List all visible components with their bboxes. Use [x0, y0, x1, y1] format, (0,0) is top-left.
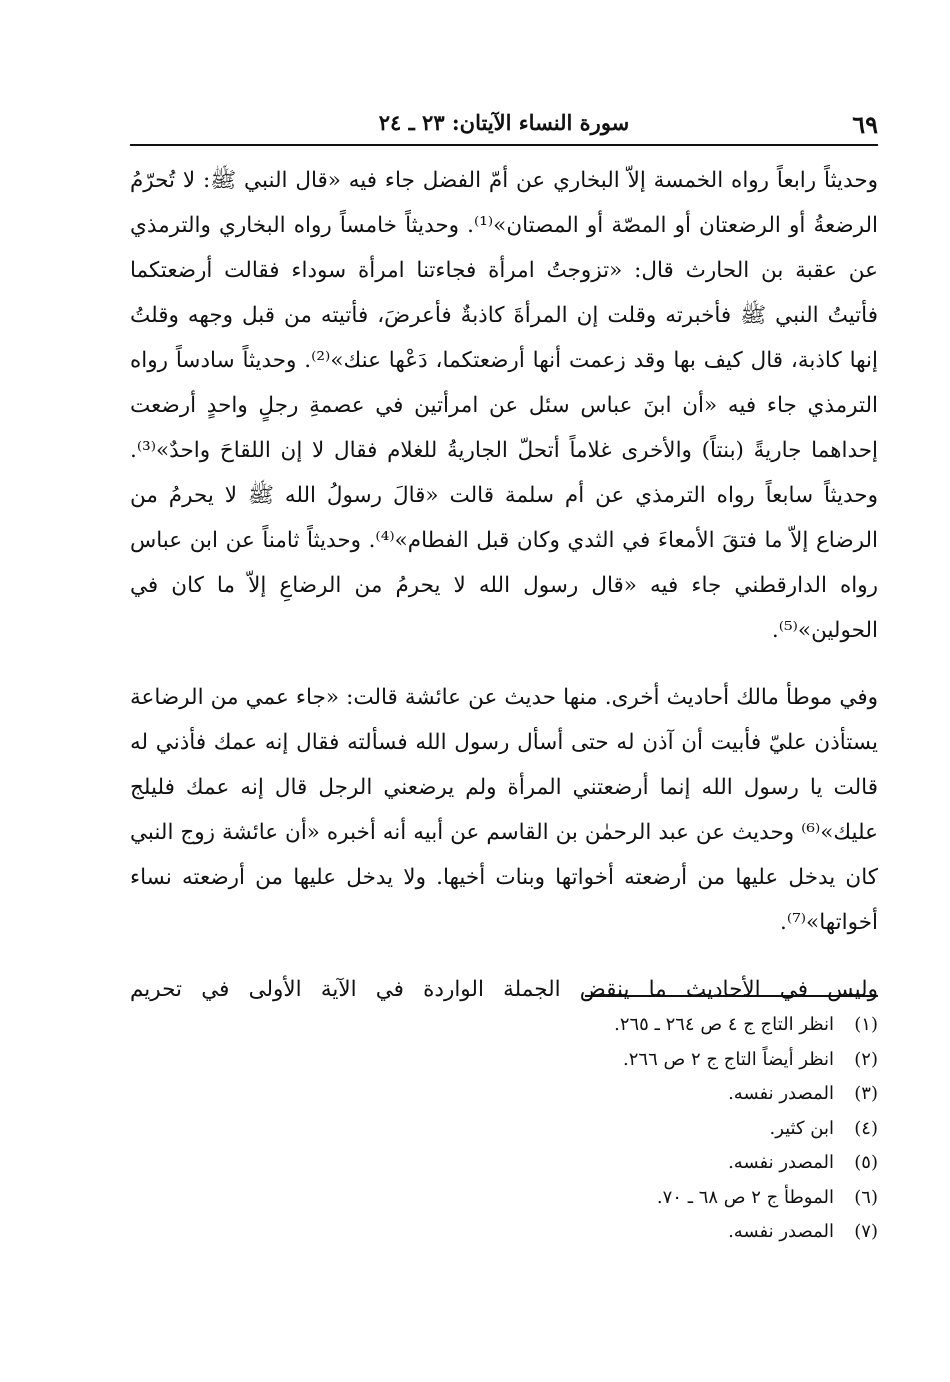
footnote-item — [130, 1215, 878, 1250]
footnote-number: (٦) — [854, 1186, 878, 1208]
footnote-item — [130, 1112, 878, 1147]
footnote-text: الموطأ ج ٢ ص ٦٨ ـ ٧٠. — [656, 1186, 834, 1208]
footnote-text: المصدر نفسه. — [728, 1083, 834, 1104]
paragraph-hadiths: وحديثاً رابعاً رواه الخمسة إلاّ البخاري عن أمّ الفضل جاء فيه «قال النبي ﷺ: لا تُحرّمُ الرضعةُ أو الرضعتان أو المصّة أو المصتان»⁽¹⁾. وحديثاً خامساً رواه البخاري والترمذي عن عقبة بن الحارث قال: «تزوجتُ امرأة فجاءتنا امرأة سوداء فقالت أرضعتكما فأتيتُ النبي ﷺ فأخبرته وقلت إن المرأةَ كاذبةٌ فأعرضَ، فأتيته من قبل وجهه وقلتُ إنها كاذبة، قال كيف بها وقد زعمت أنها أرضعتكما، دَعْها عنك»⁽²⁾. وحديثاً سادساً رواه الترمذي جاء فيه «أن ابنَ عباس سئل عن امرأتين في عصمةِ رجلٍ واحدٍ أرضعت إحداهما جاريةً (بنتاً) والأخرى غلاماً أتحلّ الجاريةُ للغلام فقال لا إن اللقاحَ واحدٌ»⁽³⁾. وحديثاً سابعاً رواه الترمذي عن أم سلمة قالت «قالَ رسولُ الله ﷺ لا يحرمُ من الرضاع إلاّ ما فتقَ الأمعاءَ في الثدي وكان قبل الفطام»⁽⁴⁾. وحديثاً ثامناً عن ابن عباس رواه الدارقطني جاء فيه «قال رسول الله لا يحرمُ من الرضاعِ إلاّ ما كان في الحولين»⁽⁵⁾. — [130, 168, 878, 643]
main-text — [130, 158, 878, 1012]
footnote-number: (١) — [854, 1014, 878, 1035]
footnote-item — [130, 1146, 878, 1181]
footnote-number: (٧) — [854, 1221, 878, 1242]
footnote-item — [130, 1008, 878, 1043]
running-header — [130, 108, 878, 146]
header-title: سورة النساء الآيتان: ٢٣ ـ ٢٤ — [378, 110, 630, 135]
paragraph-conclusion: وليس في الأحاديث ما ينقض الجملة الواردة في الآية الأولى في تحريم — [130, 977, 878, 1002]
footnotes-list — [130, 1008, 878, 1250]
footnote-item — [130, 1181, 878, 1216]
footnote-item — [130, 1077, 878, 1112]
footnote-text: المصدر نفسه. — [728, 1152, 834, 1173]
footnote-item — [130, 1043, 878, 1078]
footnote-number: (٥) — [854, 1152, 878, 1173]
paragraph-muwatta: وفي موطأ مالك أحاديث أخرى. منها حديث عن عائشة قالت: «جاء عمي من الرضاعة يستأذن عليّ فأبيت أن آذن له حتى أسأل رسول الله فسألته فقال إنه عمك فأذني له قالت يا رسول الله إنما أرضعتني المرأة ولم يرضعني الرجل قال إنه عمك فليلج عليك»⁽⁶⁾ وحديث عن عبد الرحمٰن بن القاسم عن أبيه أنه أخبره «أن عائشة زوج النبي كان يدخل عليها من أرضعته أخواتها وبنات أخيها. ولا يدخل عليها من أرضعته نساء أخواتها»⁽⁷⁾. — [130, 685, 878, 935]
footnote-text: انظر أيضاً التاج ج ٢ ص ٢٦٦. — [623, 1048, 834, 1070]
footnote-text: انظر التاج ج ٤ ص ٢٦٤ ـ ٢٦٥. — [614, 1014, 834, 1035]
footnote-text: المصدر نفسه. — [728, 1221, 834, 1242]
footnote-number: (٣) — [854, 1083, 878, 1104]
footnote-divider — [585, 995, 878, 997]
page-number: ٦٩ — [852, 110, 878, 139]
footnote-number: (٢) — [854, 1048, 878, 1070]
footnote-number: (٤) — [854, 1117, 878, 1139]
footnote-text: ابن كثير. — [769, 1117, 834, 1139]
